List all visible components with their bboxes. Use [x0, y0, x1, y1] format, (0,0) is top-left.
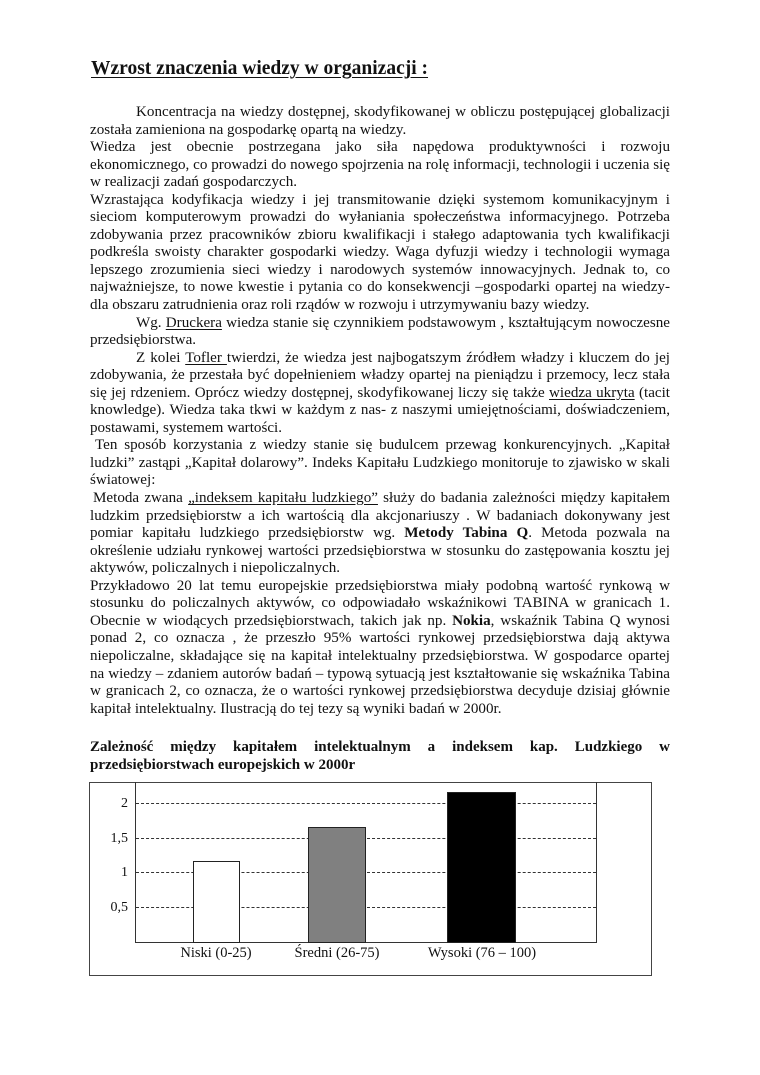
paragraph-2: Wiedza jest obecnie postrzegana jako siła napędowa produktywności i rozwoju ekonomicznego, co prowadzi do nowego spojrzenia na rolę informacji, technologii i uczenia się w realizacji zadań gospodarczych.	[90, 139, 670, 191]
paragraph-7-text-mid: służy do badania zależności między kapitałem ludzkim przedsiębiorstw a ich wartością dla akcjonariuszy . W badaniach dokonywany jest pomiar kapitału ludzkiego przedsiębiorstw wg.	[90, 490, 670, 542]
paragraph-5	[90, 350, 670, 438]
paragraph-5-text-end: (tacit knowledge). Wiedza taka tkwi w każdym z nas- z naszymi umiejętnościami, doświadczeniem, postawami, systemem wartości.	[90, 384, 671, 436]
tofler-link[interactable]: Tofler	[185, 349, 227, 366]
bar-wysoki	[447, 792, 516, 943]
tabina-q-bold: Metody Tabina Q	[404, 525, 529, 542]
gridline-2	[136, 803, 596, 804]
plot-area	[135, 782, 597, 961]
y-tick-1: 1	[121, 865, 128, 880]
y-tick-2: 2	[121, 796, 128, 811]
paragraph-6: Ten sposób korzystania z wiedzy stanie się budulcem przewag konkurencyjnych. „Kapitał ludzki” zastąpi „Kapitał dolarowy”. Indeks Kapitału Ludzkiego monitoruje to zjawisko w skali światowej:	[90, 437, 670, 489]
x-label-wysoki: Wysoki (76 – 100)	[427, 945, 537, 961]
paragraph-8-text: Przykładowo 20 lat temu europejskie przedsiębiorstwa miały podobną wartość rynkową w stosunku do policzalnych aktywów, co odpowiadało wskaźnikowi TABINA w granicach 1. Obecnie w wiodących przedsiębiorstwach, takich jak np.	[90, 577, 670, 629]
x-label-niski: Niski (0-25)	[180, 945, 252, 961]
paragraph-8-text-end: , wskaźnik Tabina Q wynosi ponad 2, co oznacza , że przeszło 95% wartości rynkowej przedsiębiorstwa dają aktywa niepoliczalne, składające się na kapitał intelektualny przedsiębiorstwa. W gospodarce opartej na wiedzy – zdaniem autorów badań – typową sytuacją jest kształtowanie się wskaźnika Tabina w granicach 2, co oznacza, że o wartości rynkowej przedsiębiorstwa decyduje dzisiaj głównie kapitał intelektualny. Ilustracją do tej tezy są wyniki badań w 2000r.	[90, 612, 670, 717]
document-title: Wzrost znaczenia wiedzy w organizacji :	[91, 58, 429, 79]
bar-niski	[193, 861, 240, 943]
paragraph-1: Koncentracja na wiedzy dostępnej, skodyfikowanej w obliczu postępującej globalizacji została zamieniona na gospodarkę opartą na wiedzy.	[90, 104, 670, 138]
paragraph-3: Wzrastająca kodyfikacja wiedzy i jej transmitowanie dzięki systemom komunikacyjnym i sieciom komputerowym prowadzi do wyłaniania społeczeństwa informacyjnego. Potrzeba zdobywania przez pracowników zbioru kwalifikacji i stałego adaptowania tych kwalifikacji podkreśla swoisty charakter gospodarki wiedzy. Waga dyfuzji wiedzy i technologii wymaga lepszego zrozumienia sieci wiedzy i narodowych systemów innowacyjnych. Jednak to, co najważniejsze, to nowe kwestie i pytania co do konsekwencji –gospodarki opartej na wiedzy- dla obszaru zatrudnienia oraz roli rządów w rozwoju i utrzymywaniu bazy wiedzy.	[90, 191, 670, 314]
x-label-sredni: Średni (26-75)	[294, 945, 380, 961]
drucker-link[interactable]: Druckera	[165, 314, 222, 331]
paragraph-5-text: Z kolei	[136, 349, 186, 366]
paragraph-4-text-end: wiedza stanie się czynnikiem podstawowym , kształtującym nowoczesne przedsiębiorstwa.	[90, 314, 670, 349]
y-tick-0-5: 0,5	[110, 900, 128, 915]
paragraph-4-text: Wg.	[136, 314, 166, 331]
document-body	[90, 104, 670, 718]
paragraph-5-text-mid: twierdzi, że wiedza jest najbogatszym źródłem władzy i kluczem do jej zdobywania, że przestała być dopełnieniem władzy opartej na pieniądzu i przemocy, lecz stała się jej rdzeniem. Oprócz wiedzy dostępnej, skodyfikowanej liczy się także	[90, 349, 670, 401]
paragraph-7	[90, 490, 670, 578]
bar-sredni	[308, 827, 366, 943]
nokia-bold: Nokia	[452, 612, 491, 629]
wiedza-ukryta-link[interactable]: wiedza ukryta	[549, 384, 635, 401]
y-tick-1-5: 1,5	[110, 831, 128, 846]
paragraph-8	[90, 578, 670, 718]
chart-title: Zależność między kapitałem intelektualnym a indeksem kap. Ludzkiego w przedsiębiorstwach europejskich w 2000r	[90, 739, 670, 773]
paragraph-7-text: Metoda zwana	[93, 490, 189, 507]
indeks-kapitalu-link[interactable]: „indeksem kapitału ludzkiego”	[188, 490, 378, 507]
gridline-1-5	[136, 838, 596, 839]
bar-chart	[89, 782, 652, 976]
paragraph-7-text-end: . Metoda pozwala na określenie udziału rynkowej wartości przedsiębiorstwa w stosunku do zastępowania kosztu jej aktywów, policzalnych i niepoliczalnych.	[90, 525, 671, 577]
paragraph-4	[90, 315, 670, 350]
